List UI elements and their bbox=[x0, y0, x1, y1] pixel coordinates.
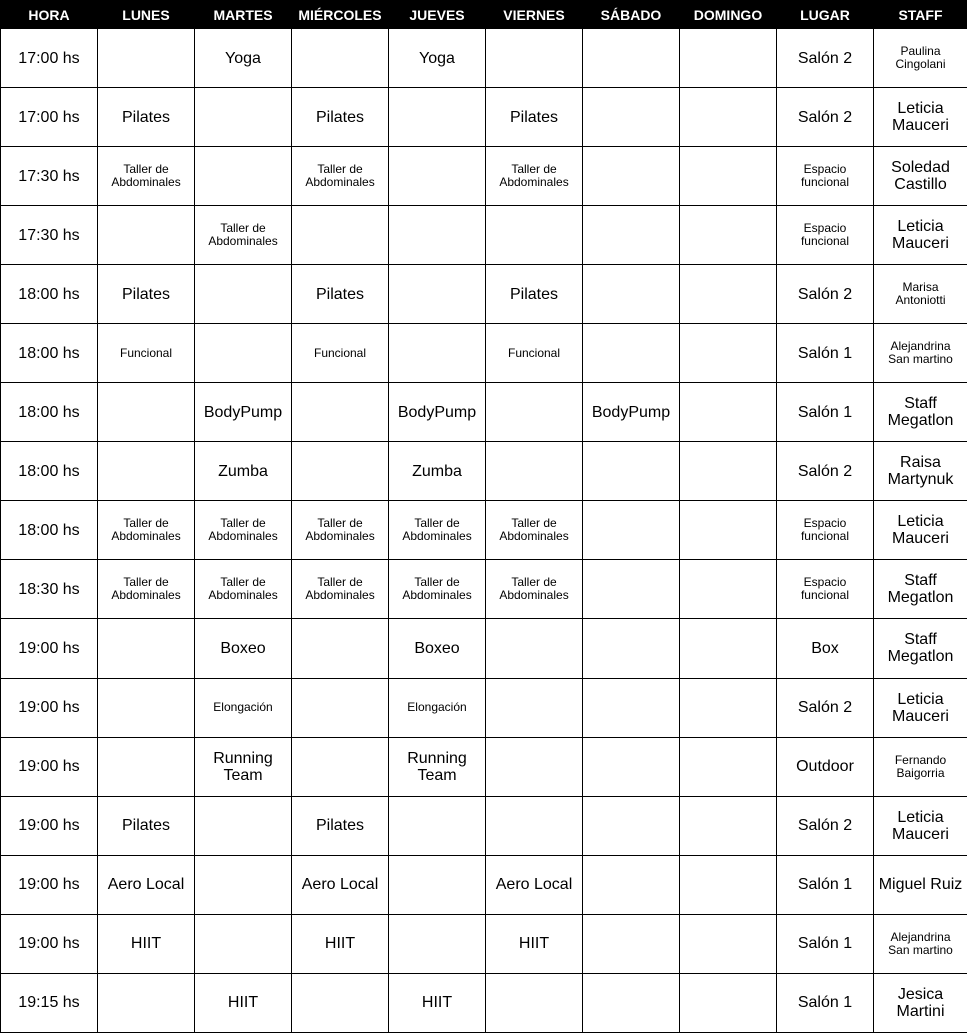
jueves-cell bbox=[389, 796, 486, 855]
lugar-cell: Salón 2 bbox=[777, 29, 874, 88]
staff-cell: Leticia Mauceri bbox=[874, 88, 967, 147]
jueves-cell: Yoga bbox=[389, 29, 486, 88]
martes-cell: Zumba bbox=[195, 442, 292, 501]
hora-cell: 19:00 hs bbox=[1, 914, 98, 973]
miercoles-cell bbox=[292, 737, 389, 796]
hora-cell: 18:30 hs bbox=[1, 560, 98, 619]
staff-cell: Staff Megatlon bbox=[874, 619, 967, 678]
martes-cell bbox=[195, 796, 292, 855]
lugar-cell: Espacio funcional bbox=[777, 147, 874, 206]
jueves-cell: Zumba bbox=[389, 442, 486, 501]
sabado-cell bbox=[583, 973, 680, 1032]
miercoles-cell bbox=[292, 619, 389, 678]
martes-cell: Boxeo bbox=[195, 619, 292, 678]
domingo-cell bbox=[680, 29, 777, 88]
staff-cell: Leticia Mauceri bbox=[874, 678, 967, 737]
lugar-cell: Salón 1 bbox=[777, 324, 874, 383]
staff-cell: Soledad Castillo bbox=[874, 147, 967, 206]
martes-cell: Elongación bbox=[195, 678, 292, 737]
sabado-cell bbox=[583, 737, 680, 796]
miercoles-cell: Pilates bbox=[292, 88, 389, 147]
lunes-cell: Funcional bbox=[98, 324, 195, 383]
staff-cell: Marisa Antoniotti bbox=[874, 265, 967, 324]
martes-cell: Taller de Abdominales bbox=[195, 501, 292, 560]
schedule-row bbox=[1, 914, 967, 973]
lunes-cell: Taller de Abdominales bbox=[98, 147, 195, 206]
lugar-cell: Box bbox=[777, 619, 874, 678]
staff-cell: Leticia Mauceri bbox=[874, 206, 967, 265]
jueves-cell: Boxeo bbox=[389, 619, 486, 678]
jueves-cell: Elongación bbox=[389, 678, 486, 737]
hora-cell: 19:15 hs bbox=[1, 973, 98, 1032]
lunes-cell bbox=[98, 973, 195, 1032]
jueves-cell bbox=[389, 147, 486, 206]
miercoles-cell: Taller de Abdominales bbox=[292, 501, 389, 560]
viernes-cell: Taller de Abdominales bbox=[486, 560, 583, 619]
viernes-cell bbox=[486, 206, 583, 265]
schedule-row bbox=[1, 29, 967, 88]
staff-cell: Staff Megatlon bbox=[874, 560, 967, 619]
domingo-cell bbox=[680, 855, 777, 914]
miercoles-cell bbox=[292, 29, 389, 88]
sabado-cell bbox=[583, 560, 680, 619]
sabado-cell bbox=[583, 855, 680, 914]
hora-cell: 17:00 hs bbox=[1, 88, 98, 147]
lunes-cell bbox=[98, 678, 195, 737]
viernes-cell bbox=[486, 29, 583, 88]
miercoles-cell: Taller de Abdominales bbox=[292, 560, 389, 619]
lugar-cell: Outdoor bbox=[777, 737, 874, 796]
schedule-row bbox=[1, 383, 967, 442]
martes-cell: HIIT bbox=[195, 973, 292, 1032]
lugar-cell: Salón 2 bbox=[777, 796, 874, 855]
schedule-row bbox=[1, 501, 967, 560]
viernes-cell bbox=[486, 442, 583, 501]
martes-cell bbox=[195, 324, 292, 383]
hora-cell: 17:30 hs bbox=[1, 147, 98, 206]
lunes-cell bbox=[98, 442, 195, 501]
hora-cell: 18:00 hs bbox=[1, 501, 98, 560]
lunes-cell: Pilates bbox=[98, 88, 195, 147]
viernes-cell: Taller de Abdominales bbox=[486, 501, 583, 560]
viernes-cell: Aero Local bbox=[486, 855, 583, 914]
hora-cell: 17:30 hs bbox=[1, 206, 98, 265]
schedule-row bbox=[1, 973, 967, 1032]
sabado-cell bbox=[583, 324, 680, 383]
domingo-cell bbox=[680, 501, 777, 560]
header-viernes: VIERNES bbox=[486, 1, 583, 29]
domingo-cell bbox=[680, 914, 777, 973]
viernes-cell bbox=[486, 678, 583, 737]
viernes-cell: Funcional bbox=[486, 324, 583, 383]
jueves-cell: BodyPump bbox=[389, 383, 486, 442]
sabado-cell bbox=[583, 88, 680, 147]
miercoles-cell: Funcional bbox=[292, 324, 389, 383]
lugar-cell: Salón 1 bbox=[777, 914, 874, 973]
martes-cell bbox=[195, 855, 292, 914]
lunes-cell: Taller de Abdominales bbox=[98, 501, 195, 560]
martes-cell: Taller de Abdominales bbox=[195, 560, 292, 619]
staff-cell: Paulina Cingolani bbox=[874, 29, 967, 88]
miercoles-cell bbox=[292, 206, 389, 265]
hora-cell: 18:00 hs bbox=[1, 324, 98, 383]
sabado-cell bbox=[583, 796, 680, 855]
lugar-cell: Espacio funcional bbox=[777, 560, 874, 619]
schedule-row bbox=[1, 678, 967, 737]
viernes-cell bbox=[486, 796, 583, 855]
staff-cell: Alejandrina San martino bbox=[874, 914, 967, 973]
staff-cell: Leticia Mauceri bbox=[874, 796, 967, 855]
jueves-cell bbox=[389, 88, 486, 147]
miercoles-cell: Aero Local bbox=[292, 855, 389, 914]
hora-cell: 19:00 hs bbox=[1, 796, 98, 855]
domingo-cell bbox=[680, 560, 777, 619]
domingo-cell bbox=[680, 678, 777, 737]
sabado-cell bbox=[583, 206, 680, 265]
staff-cell: Raisa Martynuk bbox=[874, 442, 967, 501]
viernes-cell: Pilates bbox=[486, 88, 583, 147]
lunes-cell: Taller de Abdominales bbox=[98, 560, 195, 619]
sabado-cell bbox=[583, 501, 680, 560]
miercoles-cell bbox=[292, 383, 389, 442]
lugar-cell: Salón 1 bbox=[777, 855, 874, 914]
header-row bbox=[1, 1, 967, 29]
lugar-cell: Salón 1 bbox=[777, 383, 874, 442]
schedule-row bbox=[1, 737, 967, 796]
miercoles-cell: Pilates bbox=[292, 265, 389, 324]
jueves-cell: Running Team bbox=[389, 737, 486, 796]
viernes-cell bbox=[486, 973, 583, 1032]
domingo-cell bbox=[680, 206, 777, 265]
jueves-cell bbox=[389, 914, 486, 973]
sabado-cell bbox=[583, 619, 680, 678]
header-miercoles: MIÉRCOLES bbox=[292, 1, 389, 29]
hora-cell: 19:00 hs bbox=[1, 855, 98, 914]
domingo-cell bbox=[680, 619, 777, 678]
staff-cell: Leticia Mauceri bbox=[874, 501, 967, 560]
sabado-cell bbox=[583, 29, 680, 88]
jueves-cell bbox=[389, 855, 486, 914]
domingo-cell bbox=[680, 324, 777, 383]
domingo-cell bbox=[680, 796, 777, 855]
sabado-cell bbox=[583, 678, 680, 737]
jueves-cell bbox=[389, 324, 486, 383]
header-lunes: LUNES bbox=[98, 1, 195, 29]
staff-cell: Alejandrina San martino bbox=[874, 324, 967, 383]
jueves-cell: HIIT bbox=[389, 973, 486, 1032]
schedule-row bbox=[1, 560, 967, 619]
lugar-cell: Espacio funcional bbox=[777, 501, 874, 560]
lunes-cell bbox=[98, 737, 195, 796]
header-sabado: SÁBADO bbox=[583, 1, 680, 29]
staff-cell: Miguel Ruiz bbox=[874, 855, 967, 914]
viernes-cell: Taller de Abdominales bbox=[486, 147, 583, 206]
schedule-row bbox=[1, 855, 967, 914]
lugar-cell: Salón 2 bbox=[777, 88, 874, 147]
header-martes: MARTES bbox=[195, 1, 292, 29]
header-jueves: JUEVES bbox=[389, 1, 486, 29]
miercoles-cell bbox=[292, 973, 389, 1032]
hora-cell: 18:00 hs bbox=[1, 265, 98, 324]
header-domingo: DOMINGO bbox=[680, 1, 777, 29]
hora-cell: 19:00 hs bbox=[1, 737, 98, 796]
lugar-cell: Salón 2 bbox=[777, 678, 874, 737]
jueves-cell bbox=[389, 265, 486, 324]
martes-cell bbox=[195, 265, 292, 324]
sabado-cell bbox=[583, 442, 680, 501]
lunes-cell bbox=[98, 383, 195, 442]
domingo-cell bbox=[680, 88, 777, 147]
staff-cell: Staff Megatlon bbox=[874, 383, 967, 442]
header-staff: STAFF bbox=[874, 1, 967, 29]
martes-cell: Taller de Abdominales bbox=[195, 206, 292, 265]
jueves-cell bbox=[389, 206, 486, 265]
domingo-cell bbox=[680, 265, 777, 324]
lunes-cell bbox=[98, 206, 195, 265]
schedule-row bbox=[1, 147, 967, 206]
schedule-row bbox=[1, 265, 967, 324]
hora-cell: 19:00 hs bbox=[1, 678, 98, 737]
hora-cell: 17:00 hs bbox=[1, 29, 98, 88]
sabado-cell: BodyPump bbox=[583, 383, 680, 442]
sabado-cell bbox=[583, 265, 680, 324]
viernes-cell bbox=[486, 737, 583, 796]
staff-cell: Jesica Martini bbox=[874, 973, 967, 1032]
domingo-cell bbox=[680, 737, 777, 796]
hora-cell: 19:00 hs bbox=[1, 619, 98, 678]
jueves-cell: Taller de Abdominales bbox=[389, 560, 486, 619]
martes-cell: Yoga bbox=[195, 29, 292, 88]
sabado-cell bbox=[583, 914, 680, 973]
schedule-row bbox=[1, 88, 967, 147]
schedule-row bbox=[1, 796, 967, 855]
martes-cell bbox=[195, 147, 292, 206]
schedule-row bbox=[1, 619, 967, 678]
martes-cell bbox=[195, 914, 292, 973]
viernes-cell: HIIT bbox=[486, 914, 583, 973]
schedule-body bbox=[1, 29, 967, 1033]
lugar-cell: Espacio funcional bbox=[777, 206, 874, 265]
sabado-cell bbox=[583, 147, 680, 206]
hora-cell: 18:00 hs bbox=[1, 442, 98, 501]
hora-cell: 18:00 hs bbox=[1, 383, 98, 442]
schedule-row bbox=[1, 206, 967, 265]
header-hora: HORA bbox=[1, 1, 98, 29]
lunes-cell: Pilates bbox=[98, 796, 195, 855]
miercoles-cell bbox=[292, 442, 389, 501]
martes-cell: Running Team bbox=[195, 737, 292, 796]
domingo-cell bbox=[680, 442, 777, 501]
schedule-row bbox=[1, 442, 967, 501]
miercoles-cell: Taller de Abdominales bbox=[292, 147, 389, 206]
lugar-cell: Salón 2 bbox=[777, 442, 874, 501]
staff-cell: Fernando Baigorria bbox=[874, 737, 967, 796]
lunes-cell: Pilates bbox=[98, 265, 195, 324]
viernes-cell: Pilates bbox=[486, 265, 583, 324]
lunes-cell: Aero Local bbox=[98, 855, 195, 914]
domingo-cell bbox=[680, 973, 777, 1032]
lugar-cell: Salón 2 bbox=[777, 265, 874, 324]
domingo-cell bbox=[680, 147, 777, 206]
header-lugar: LUGAR bbox=[777, 1, 874, 29]
schedule-row bbox=[1, 324, 967, 383]
miercoles-cell: HIIT bbox=[292, 914, 389, 973]
viernes-cell bbox=[486, 383, 583, 442]
jueves-cell: Taller de Abdominales bbox=[389, 501, 486, 560]
lugar-cell: Salón 1 bbox=[777, 973, 874, 1032]
lunes-cell: HIIT bbox=[98, 914, 195, 973]
viernes-cell bbox=[486, 619, 583, 678]
domingo-cell bbox=[680, 383, 777, 442]
miercoles-cell bbox=[292, 678, 389, 737]
miercoles-cell: Pilates bbox=[292, 796, 389, 855]
martes-cell: BodyPump bbox=[195, 383, 292, 442]
lunes-cell bbox=[98, 29, 195, 88]
martes-cell bbox=[195, 88, 292, 147]
lunes-cell bbox=[98, 619, 195, 678]
